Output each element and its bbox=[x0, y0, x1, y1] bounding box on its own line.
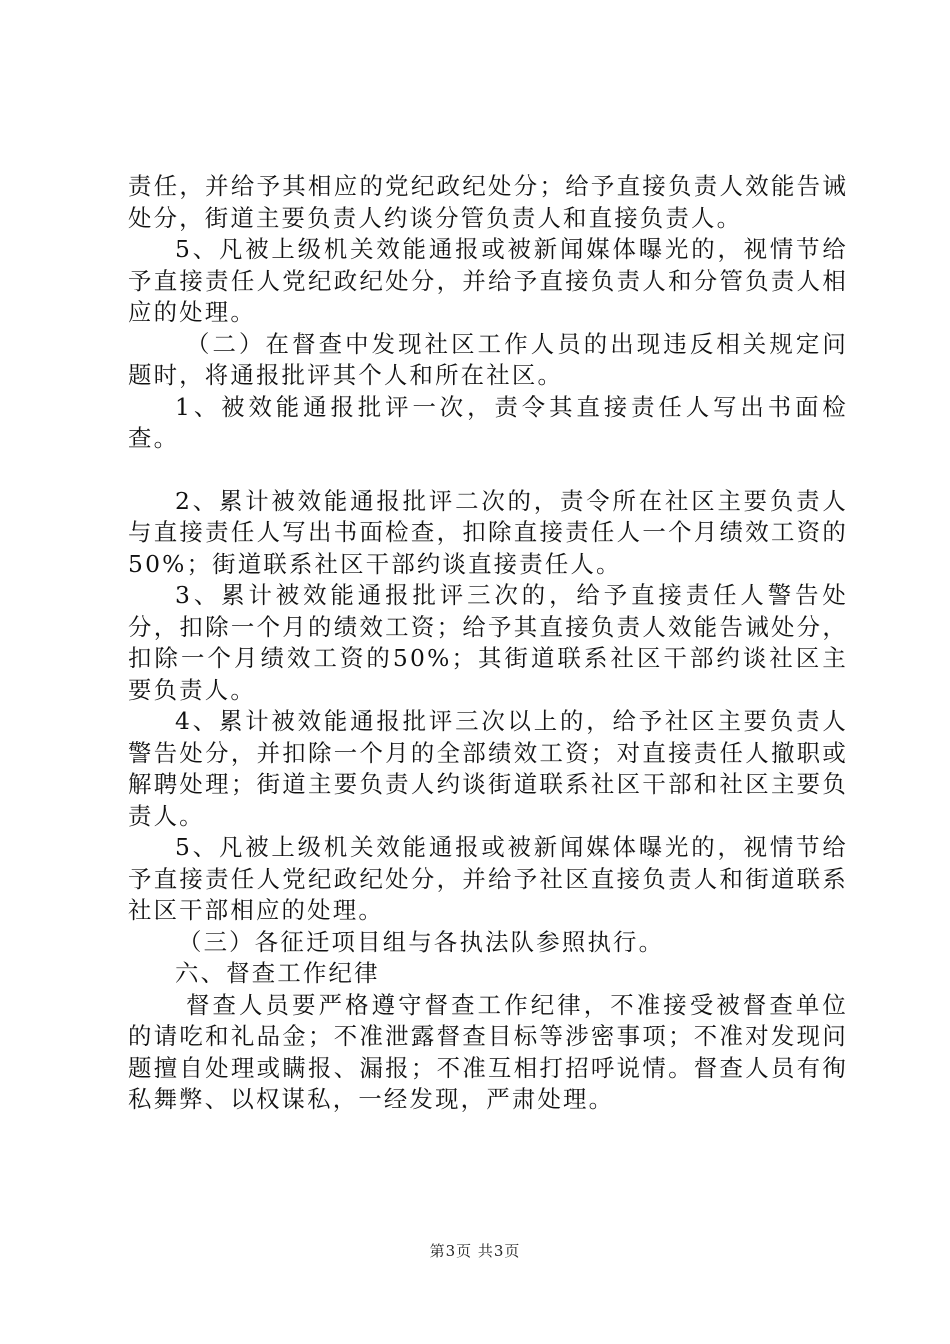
paragraph-item-5-upper: 5、凡被上级机关效能通报或被新闻媒体曝光的，视情节给予直接责任人党纪政纪处分，并给予直接负责人和分管负责人相应的处理。 bbox=[128, 235, 848, 326]
section-heading-6: 六、督查工作纪律 bbox=[175, 959, 380, 987]
paragraph-item-3: 3、累计被效能通报批评三次的，给予直接责任人警告处分，扣除一个月的绩效工资；给予其直接负责人效能告诫处分，扣除一个月绩效工资的50%；其街道联系社区干部约谈社区主要负责人。 bbox=[128, 581, 848, 704]
paragraph-discipline: 督查人员要严格遵守督查工作纪律，不准接受被督查单位的请吃和礼品金；不准泄露督查目标等涉密事项；不准对发现问题擅自处理或瞒报、漏报；不准互相打招呼说情。督查人员有徇私舞弊、以权谋私，一经发现，严肃处理。 bbox=[128, 990, 848, 1113]
paragraph-item-2: 2、累计被效能通报批评二次的，责令所在社区主要负责人与直接责任人写出书面检查，扣除直接责任人一个月绩效工资的50%；街道联系社区干部约谈直接责任人。 bbox=[128, 486, 848, 578]
paragraph-item-5-lower: 5、凡被上级机关效能通报或被新闻媒体曝光的，视情节给予直接责任人党纪政纪处分，并给予社区直接负责人和街道联系社区干部相应的处理。 bbox=[128, 833, 848, 924]
document-body bbox=[128, 171, 848, 1116]
paragraph-section-2: （二）在督查中发现社区工作人员的出现违反相关规定问题时，将通报批评其个人和所在社区。 bbox=[128, 329, 848, 389]
paragraph-continuation: 责任，并给予其相应的党纪政纪处分；给予直接负责人效能告诫处分，街道主要负责人约谈分管负责人和直接负责人。 bbox=[128, 172, 848, 232]
page-number-footer: 第3页 共3页 bbox=[429, 1242, 521, 1260]
paragraph-item-1: 1、被效能通报批评一次，责令其直接责任人写出书面检查。 bbox=[128, 392, 848, 452]
paragraph-section-3: （三）各征迁项目组与各执法队参照执行。 bbox=[178, 927, 665, 956]
paragraph-item-4: 4、累计被效能通报批评三次以上的，给予社区主要负责人警告处分，并扣除一个月的全部绩效工资；对直接责任人撤职或解聘处理；街道主要负责人约谈街道联系社区干部和社区主要负责人。 bbox=[128, 707, 848, 830]
